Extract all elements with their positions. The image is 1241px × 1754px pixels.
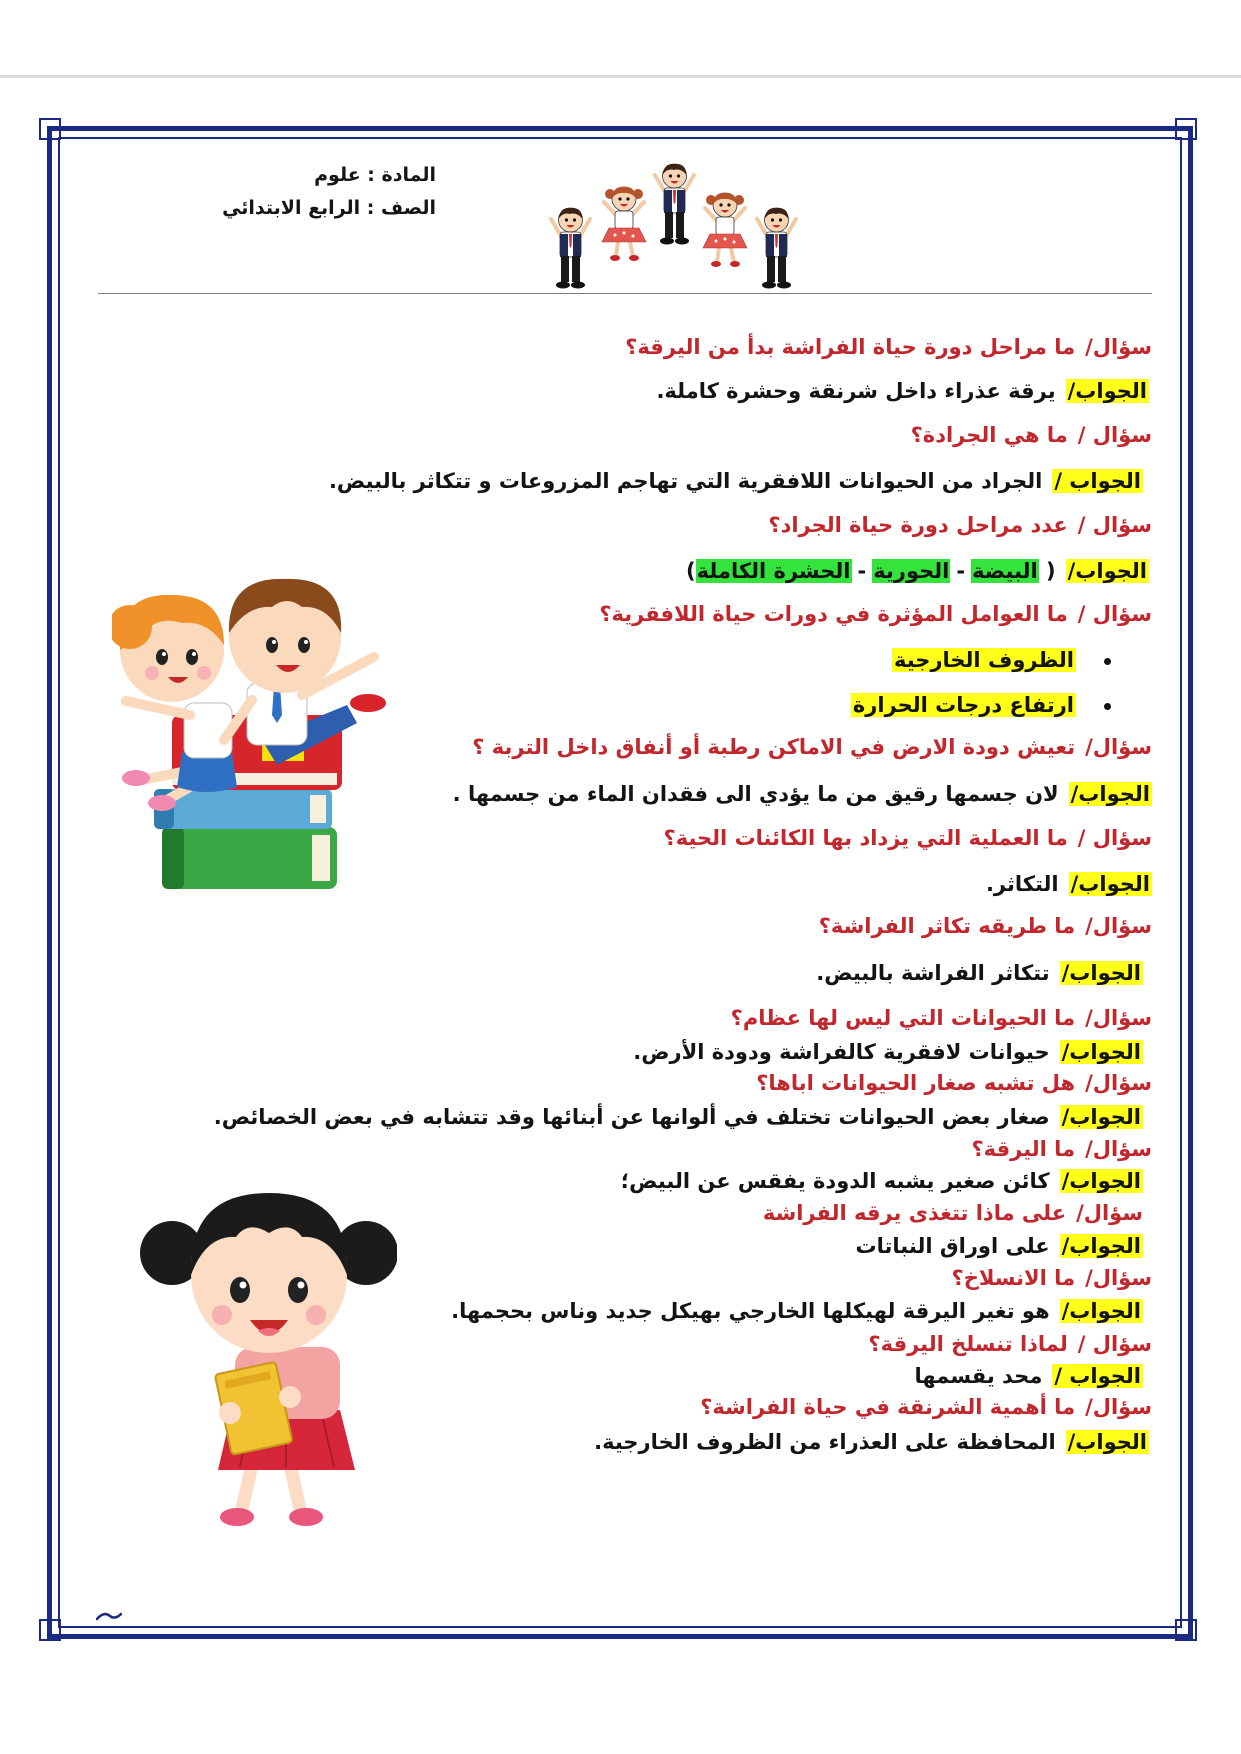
answer-line (656, 377, 1149, 405)
answer-text: التكاثر. (985, 872, 1059, 896)
answer-line (329, 467, 1143, 495)
frame-corner-ornament (1175, 1619, 1197, 1641)
answer-label: الجواب/ (1061, 1169, 1141, 1193)
answer-label: الجواب/ (1061, 1105, 1141, 1129)
frame-corner-ornament (39, 118, 61, 140)
answer-text: تتكاثر الفراشة بالبيض. (816, 961, 1050, 985)
answer-text: على اوراق النباتات (855, 1234, 1050, 1258)
kids-on-books-illustration (112, 565, 397, 900)
question-text: ما هي الجرادة؟ (910, 423, 1068, 447)
answer-line (621, 1167, 1143, 1195)
question-line (731, 1004, 1152, 1032)
question-text: على ماذا تتغذى يرقه الفراشة (762, 1201, 1067, 1225)
question-line (599, 600, 1152, 628)
answer-text: صغار بعض الحيوانات تختلف في ألوانها عن أبنائها وقد تتشابه في بعض الخصائص. (213, 1105, 1050, 1129)
bullet-item (892, 646, 1111, 674)
answer-text: كائن صغير يشبه الدودة يفقس عن البيض؛ (620, 1169, 1050, 1193)
question-text: هل تشبه صغار الحيوانات اباها؟ (756, 1071, 1076, 1095)
subject-label: المادة : علوم (314, 164, 436, 186)
girl-figure (703, 193, 747, 267)
question-text: تعيش دودة الارض في الاماكن رطبة أو أنفاق داخل التربة ؟ (472, 735, 1076, 759)
stage-separator: - (857, 559, 867, 583)
question-label: سؤال/ (1085, 1395, 1152, 1419)
answer-label: الجواب/ (1067, 559, 1147, 583)
question-label: سؤال / (1077, 602, 1152, 626)
bullet-item (851, 691, 1111, 719)
bullet-text: ارتفاع درجات الحرارة (852, 693, 1074, 717)
stage-adult-insect: الحشرة الكاملة (696, 559, 851, 583)
question-line (768, 511, 1152, 539)
question-line (868, 1330, 1152, 1358)
bullet-dot (1104, 658, 1111, 665)
answer-line (986, 870, 1152, 898)
header-divider (98, 293, 1152, 294)
question-text: ما اليرقة؟ (971, 1137, 1076, 1161)
question-label: سؤال/ (1076, 1201, 1143, 1225)
open-paren: ( (1046, 559, 1056, 583)
answer-label: الجواب/ (1070, 782, 1150, 806)
boy-figure (655, 164, 694, 245)
answer-line (633, 1038, 1143, 1066)
answer-label: الجواب / (1054, 1364, 1141, 1388)
bullet-text: الظروف الخارجية (894, 648, 1074, 672)
frame-corner-ornament (1175, 118, 1197, 140)
question-text: ما مراحل دورة حياة الفراشة بدأ من اليرقة؟ (625, 335, 1076, 359)
scribble-mark (96, 1610, 122, 1622)
stage-egg: البيضة (972, 559, 1038, 583)
question-line (472, 733, 1152, 761)
question-text: ما العملية التي يزداد بها الكائنات الحية؟ (663, 826, 1068, 850)
question-line (756, 1069, 1152, 1097)
question-label: سؤال / (1077, 423, 1152, 447)
answer-line (915, 1362, 1143, 1390)
question-line (819, 912, 1152, 940)
answer-label: الجواب/ (1061, 1234, 1141, 1258)
question-label: سؤال / (1077, 513, 1152, 537)
question-line (625, 333, 1152, 361)
answer-label: الجواب/ (1061, 1040, 1141, 1064)
stage-separator: - (956, 559, 966, 583)
answer-label: الجواب/ (1070, 872, 1150, 896)
stage-nymph: الحورية (873, 559, 950, 583)
question-text: عدد مراحل دورة حياة الجراد؟ (768, 513, 1068, 537)
question-label: سؤال/ (1085, 735, 1152, 759)
question-label: سؤال / (1077, 826, 1152, 850)
question-line (763, 1199, 1143, 1227)
boy-figure (757, 208, 796, 289)
question-text: ما الحيوانات التي ليس لها عظام؟ (730, 1006, 1076, 1030)
bullet-dot (1104, 703, 1111, 710)
question-line (911, 421, 1152, 449)
answer-line-stages (686, 557, 1149, 585)
frame-corner-ornament (39, 1619, 61, 1641)
answer-text: يرقة عذراء داخل شرنقة وحشرة كاملة. (656, 379, 1056, 403)
girl-figure (602, 187, 646, 261)
grade-label: الصف : الرابع الابتدائي (222, 197, 436, 219)
answer-label: الجواب/ (1061, 961, 1141, 985)
answer-text: هو تغير اليرقة لهيكلها الخارجي بهيكل جديد وناس بحجمها. (451, 1299, 1050, 1323)
close-paren: ) (686, 559, 696, 583)
question-text: ما الانسلاخ؟ (951, 1266, 1076, 1290)
question-line (700, 1393, 1152, 1421)
question-label: سؤال/ (1085, 1071, 1152, 1095)
question-text: ما أهمية الشرنقة في حياة الفراشة؟ (700, 1395, 1076, 1419)
question-label: سؤال/ (1085, 1266, 1152, 1290)
question-line (952, 1264, 1152, 1292)
question-label: سؤال/ (1085, 914, 1152, 938)
question-label: سؤال / (1077, 1332, 1152, 1356)
answer-text: محد يقسمها (914, 1364, 1043, 1388)
girl-with-books-illustration (140, 1175, 397, 1533)
question-label: سؤال/ (1085, 335, 1152, 359)
answer-line (453, 780, 1152, 808)
answer-label: الجواب/ (1067, 379, 1147, 403)
top-divider (0, 75, 1241, 78)
answer-label: الجواب/ (1061, 1299, 1141, 1323)
kids-group-illustration (548, 160, 803, 295)
question-label: سؤال/ (1085, 1137, 1152, 1161)
question-text: ما العوامل المؤثرة في دورات حياة اللافقرية؟ (599, 602, 1068, 626)
question-text: ما طريقه تكاثر الفراشة؟ (818, 914, 1076, 938)
answer-line (856, 1232, 1143, 1260)
answer-label: الجواب / (1054, 469, 1141, 493)
answer-line (214, 1103, 1143, 1131)
boy-figure (551, 208, 590, 289)
question-line (971, 1135, 1152, 1163)
answer-text: الجراد من الحيوانات اللافقرية التي تهاجم المزروعات و تتكاثر بالبيض. (328, 469, 1043, 493)
answer-text: حيوانات لافقرية كالفراشة ودودة الأرض. (633, 1040, 1050, 1064)
answer-label: الجواب/ (1067, 1430, 1147, 1454)
question-text: لماذا تنسلخ اليرقة؟ (868, 1332, 1068, 1356)
answer-line (451, 1297, 1143, 1325)
answer-line (816, 959, 1143, 987)
answer-text: لان جسمها رقيق من ما يؤدي الى فقدان الماء من جسمها . (452, 782, 1059, 806)
answer-line (594, 1428, 1149, 1456)
answer-text: المحافظة على العذراء من الظروف الخارجية. (594, 1430, 1056, 1454)
question-line (664, 824, 1152, 852)
question-label: سؤال/ (1085, 1006, 1152, 1030)
